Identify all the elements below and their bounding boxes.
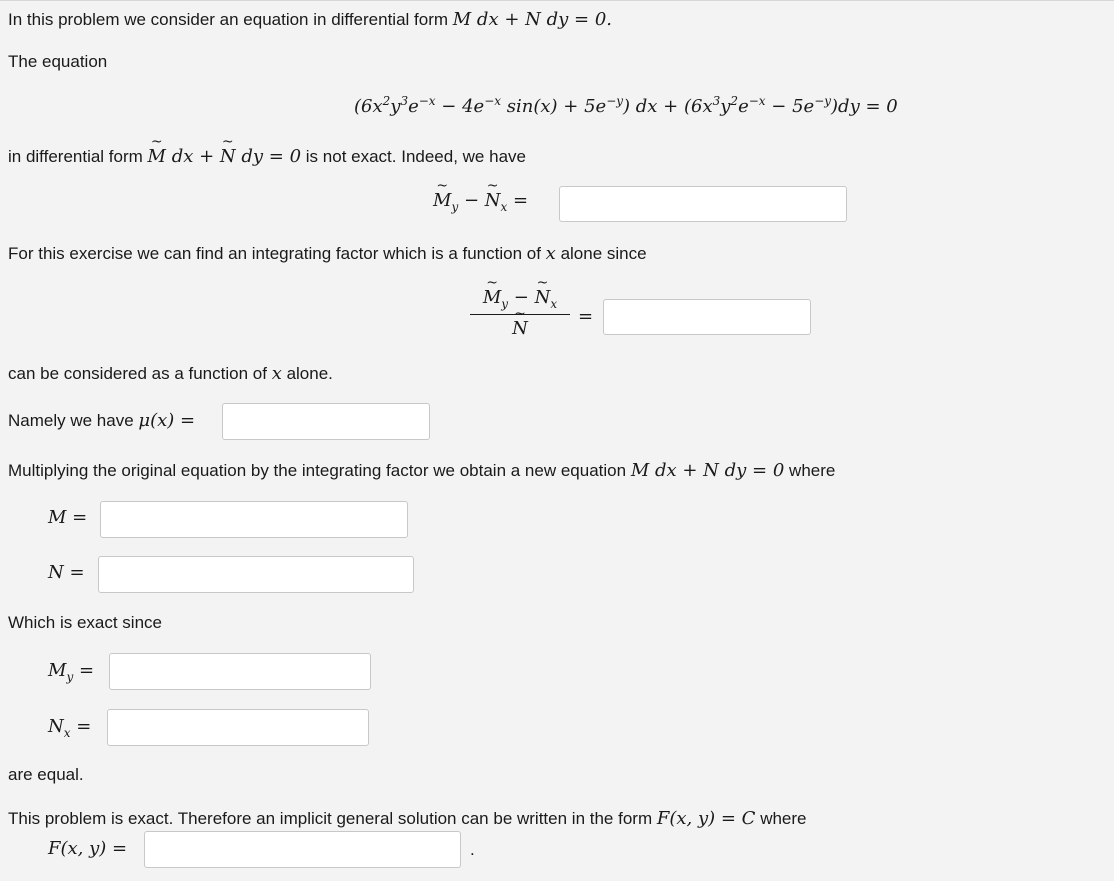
den-N: ~ N xyxy=(512,318,528,339)
not-exact-suffix: is not exact. Indeed, we have xyxy=(305,147,526,166)
if-prefix: For this exercise we can find an integrating factor which is a function of xyxy=(8,244,541,263)
F-form: F(x, y) = C xyxy=(656,808,756,829)
eq-exponent: 2 xyxy=(730,94,739,108)
Nx-input[interactable] xyxy=(107,709,369,746)
num-minus: − xyxy=(508,287,535,308)
M-label: M = xyxy=(48,507,88,528)
form-part: dy = 0 xyxy=(235,146,302,167)
M-input[interactable] xyxy=(100,501,408,538)
eq-exponent: −y xyxy=(814,94,832,108)
if-suffix: alone since xyxy=(560,244,647,263)
Nx-label xyxy=(48,716,91,740)
the-equation-label: The equation xyxy=(8,52,108,71)
intro-text: In this problem we consider an equation in differential form xyxy=(8,10,449,29)
My-eq: = xyxy=(73,660,95,681)
my-minus-nx-label xyxy=(433,190,528,214)
label-minus: − xyxy=(458,190,485,211)
multiplying-text: Multiplying the original equation by the integrating factor we obtain a new equation xyxy=(8,461,627,480)
My-sub: y xyxy=(66,670,74,684)
are-equal-text: are equal. xyxy=(8,765,84,784)
m-tilde: ~ M xyxy=(148,146,166,167)
My-M: M xyxy=(48,660,67,681)
Nx-sub: x xyxy=(63,726,71,740)
num-M: ~ M xyxy=(483,287,501,308)
if-x: x xyxy=(545,243,556,264)
multiplying-suffix: where xyxy=(789,461,836,480)
namely-prefix: Namely we have xyxy=(8,411,134,430)
not-exact-prefix: in differential form xyxy=(8,147,143,166)
where-text: where xyxy=(760,809,807,828)
considered-prefix: can be considered as a function of xyxy=(8,364,267,383)
mu-label: μ(x) = xyxy=(138,410,196,431)
multiplying-line xyxy=(8,460,835,481)
considered-line xyxy=(8,363,333,384)
intro-form: M dx + N dy = 0. xyxy=(452,9,612,30)
eq-part: y xyxy=(390,96,401,117)
label-M: ~ M xyxy=(433,190,451,211)
eq-exponent: −y xyxy=(606,94,624,108)
fraction-denominator xyxy=(470,318,570,339)
eq-part: y xyxy=(720,96,731,117)
label-sub: y xyxy=(451,200,459,214)
fraction-equals: = xyxy=(578,306,594,327)
eq-part: e xyxy=(408,96,419,117)
fraction xyxy=(470,287,570,339)
My-label xyxy=(48,660,94,684)
exact-solution-line xyxy=(8,808,807,829)
eq-exponent: 3 xyxy=(712,94,721,108)
form-part: dx + xyxy=(165,146,220,167)
not-exact-line xyxy=(8,146,526,167)
integrating-factor-line xyxy=(8,243,647,264)
considered-suffix: alone. xyxy=(286,364,333,383)
top-divider xyxy=(0,0,1114,1)
F-input[interactable] xyxy=(144,831,461,868)
mu-input[interactable] xyxy=(222,403,430,440)
eq-exponent: 3 xyxy=(400,94,409,108)
eq-exponent: −x xyxy=(484,94,502,108)
eq-part: )dy = 0 xyxy=(831,96,898,117)
eq-part: − 4e xyxy=(435,96,485,117)
intro-line xyxy=(8,9,612,30)
which-exact-text: Which is exact since xyxy=(8,613,162,632)
eq-part: ) dx + (6x xyxy=(623,96,713,117)
F-label: F(x, y) = xyxy=(48,838,128,859)
my-minus-nx-input[interactable] xyxy=(559,186,847,222)
multiplying-form: M dx + N dy = 0 xyxy=(630,460,785,481)
eq-exponent: 2 xyxy=(382,94,391,108)
label-N: ~ N xyxy=(485,190,501,211)
eq-part: e xyxy=(738,96,749,117)
num-N: ~ N xyxy=(535,287,551,308)
namely-line xyxy=(8,410,195,431)
exact-text: This problem is exact. Therefore an implicit general solution can be written in the form xyxy=(8,809,653,828)
label-sub: x xyxy=(500,200,508,214)
num-sub: y xyxy=(501,297,509,311)
n-tilde: ~ N xyxy=(220,146,236,167)
num-sub: x xyxy=(550,297,558,311)
My-input[interactable] xyxy=(109,653,371,690)
main-equation xyxy=(354,94,898,117)
eq-exponent: −x xyxy=(418,94,436,108)
label-eq: = xyxy=(507,190,529,211)
N-label: N = xyxy=(48,562,85,583)
Nx-N: N xyxy=(48,716,64,737)
eq-part: − 5e xyxy=(765,96,815,117)
final-period: . xyxy=(470,840,475,859)
eq-part: sin(x) + 5e xyxy=(501,96,607,117)
eq-exponent: −x xyxy=(748,94,766,108)
Nx-eq: = xyxy=(70,716,92,737)
considered-x: x xyxy=(271,363,282,384)
fraction-input[interactable] xyxy=(603,299,811,335)
eq-part: (6x xyxy=(354,96,383,117)
N-input[interactable] xyxy=(98,556,414,593)
